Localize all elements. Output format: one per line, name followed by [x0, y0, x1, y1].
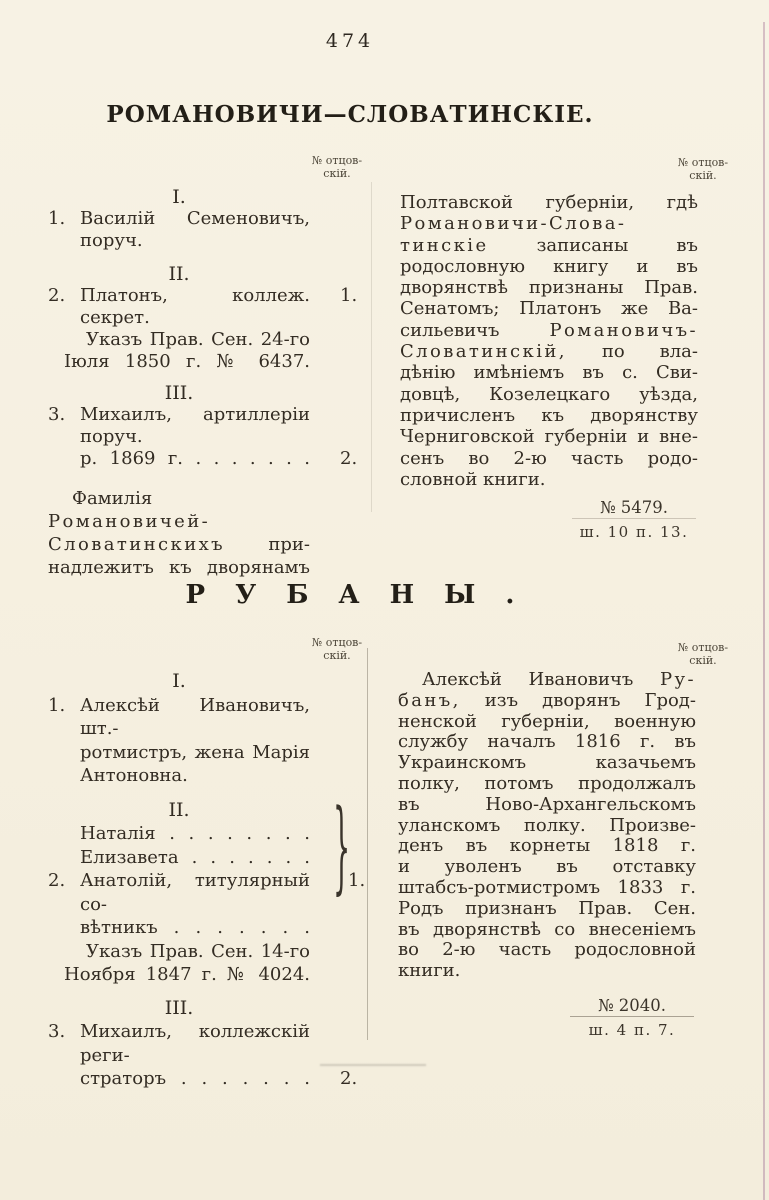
ref-col-header-line2: скій. [689, 169, 717, 182]
column-text-line: сенъ во 2-ю часть родо- [400, 447, 698, 469]
column-text-line: и уволенъ въ отставку [398, 856, 696, 878]
column-divider [367, 648, 368, 1040]
ref-col-header [303, 636, 371, 662]
note-text-spaced: Словатинскихъ [48, 534, 225, 555]
genealogy-left-column [48, 670, 366, 1091]
text-spaced: Словатинскій, [400, 341, 567, 363]
genealogy-right-column [400, 192, 698, 541]
note-text-spaced: Романовичей- [48, 511, 211, 532]
column-text-line [398, 691, 696, 712]
text-spaced: тинскіе [400, 234, 489, 256]
family-note-line [48, 487, 310, 533]
entry-number: 2. [48, 285, 66, 306]
entry-text: Василій Семеновичъ, поруч. [80, 208, 310, 251]
ref-col-header-line1: № отцов- [311, 154, 363, 167]
decree-line: Іюля 1850 г. № 6437. [64, 351, 310, 372]
entry-number: 1. [48, 208, 66, 229]
person-entry [48, 404, 310, 448]
genealogy-left-column [48, 186, 358, 579]
entry-text: страторъ . . . . . . . [80, 1068, 310, 1089]
column-text-line: Сенатомъ; Платонъ же Ва- [400, 298, 698, 320]
column-text-line: въ дворянствѣ со внесеніемъ [398, 918, 696, 940]
column-text-line: ненской губерніи, военную [398, 710, 696, 732]
father-ref-number: 1. [348, 870, 366, 891]
ref-col-header [303, 154, 371, 180]
note-text: Фамилія [72, 488, 153, 509]
family-note-line: надлежитъ къ дворянамъ [48, 557, 310, 578]
ref-col-header-line1: № отцов- [677, 156, 729, 169]
entry-number: 3. [48, 404, 66, 425]
grouping-brace: } [332, 790, 351, 908]
father-ref-number: 2. [340, 448, 358, 469]
text: по вла- [601, 341, 698, 363]
decree-line: Указъ Прав. Сен. 24-го [86, 329, 310, 350]
column-text-line: дѣнію имѣніемъ въ с. Сви- [400, 362, 698, 384]
shelf-mark: ш. 4 п. 7. [588, 1020, 676, 1039]
column-text-line: Украинскомъ казачьемъ [398, 752, 696, 774]
generation-heading: III. [164, 996, 194, 1019]
column-text-line [400, 341, 698, 362]
text-spaced: Ру- [660, 669, 696, 690]
column-text-line: дворянствѣ признаны Прав. [400, 277, 698, 299]
column-text-line: довцѣ, Козелецкаго уѣзда, [400, 383, 698, 405]
person-entry [48, 285, 358, 329]
decree-line: Ноября 1847 г. № 4024. [64, 964, 310, 985]
column-text-line: словной книги. [400, 468, 546, 490]
generation-heading: III. [164, 382, 194, 404]
column-text-line: службу началъ 1816 г. въ [398, 731, 696, 753]
person-entry [48, 694, 310, 741]
dotted-entry-line [80, 448, 358, 470]
entry-text: Анатолій, титулярный со- [80, 870, 310, 915]
entry-text: Алексѣй Ивановичъ, шт.- [80, 694, 310, 739]
family-note-line [48, 533, 310, 556]
column-text-line: во 2-ю часть родословной [398, 939, 696, 961]
section-title-romanovichi: РОМАНОВИЧИ—СЛОВАТИНСКІЕ. [106, 101, 594, 128]
column-text-line [398, 670, 696, 691]
dotted-entry-line: Наталія . . . . . . . . [80, 823, 310, 844]
note-text: при- [268, 534, 310, 555]
entry-number: 2. [48, 870, 66, 891]
page-number: 474 [325, 30, 375, 52]
dotted-entry-line [80, 1067, 358, 1091]
archive-reference [570, 996, 694, 1039]
entry-text: р. 1869 г. . . . . . . . [80, 448, 310, 469]
column-text-line: Романовичи-Слова- [400, 213, 627, 235]
entry-continuation-line: ротмистръ, жена Марія [80, 741, 310, 763]
person-entry [48, 869, 366, 916]
column-text-line: Черниговской губерніи и вне- [400, 426, 698, 448]
genealogy-right-column [398, 670, 696, 1039]
decree-line: Указъ Прав. Сен. 14-го [86, 940, 310, 962]
column-text-line: родословную книгу и въ [400, 255, 698, 277]
ref-col-header-line1: № отцов- [311, 636, 363, 649]
shelf-mark: ш. 10 п. 13. [579, 523, 689, 542]
scan-smudge [320, 1064, 426, 1066]
section-title-rubany: РУБАНЫ. [185, 580, 545, 610]
entry-text: Михаилъ, артиллеріи поруч. [80, 404, 310, 447]
page-edge-line [763, 22, 765, 1200]
generation-heading: II. [168, 263, 190, 285]
text: изъ дворянъ Грод- [484, 689, 696, 711]
entry-text: Михаилъ, коллежскій реги- [80, 1021, 310, 1066]
column-text-line: денъ въ корнеты 1818 г. [398, 835, 696, 857]
generation-heading: II. [168, 798, 190, 821]
column-text-line: книги. [398, 960, 461, 982]
ref-col-header-line2: скій. [689, 654, 717, 667]
column-text-line: причисленъ къ дворянству [400, 404, 698, 426]
generation-heading: I. [172, 186, 186, 208]
entry-number: 3. [48, 1021, 66, 1042]
archive-reference [572, 498, 696, 541]
column-text-line: Родъ признанъ Прав. Сен. [398, 897, 696, 919]
column-text-line [400, 320, 698, 341]
text: записаны въ [536, 234, 698, 256]
father-ref-number: 1. [340, 285, 358, 306]
dotted-entry-line: Елизавета . . . . . . . [80, 846, 310, 868]
column-divider [371, 182, 372, 512]
dotted-entry-line: вѣтникъ . . . . . . . [80, 917, 310, 938]
column-text-line: въ Ново-Архангельскомъ [398, 793, 696, 815]
column-text-line [400, 235, 698, 256]
person-entry [48, 208, 310, 252]
generation-heading: I. [172, 670, 186, 692]
ref-col-header-line2: скій. [323, 167, 351, 180]
text-spaced: Романовичъ- [549, 319, 698, 341]
ref-col-header [664, 156, 742, 182]
column-text-line: уланскомъ полку. Произве- [398, 814, 696, 836]
father-ref-number: 2. [340, 1068, 358, 1089]
entry-number: 1. [48, 694, 66, 716]
ref-col-header-line2: скій. [323, 649, 351, 662]
entry-text: Платонъ, коллеж. секрет. [80, 285, 310, 328]
ref-col-header-line1: № отцов- [677, 641, 729, 654]
column-text-line: полку, потомъ продолжалъ [398, 772, 696, 794]
case-number: № 5479. [572, 498, 696, 519]
text-spaced: банъ, [398, 689, 461, 711]
person-entry [48, 1020, 310, 1067]
column-text-line: штабсъ-ротмистромъ 1833 г. [398, 876, 696, 898]
text: сильевичъ [400, 319, 500, 341]
case-number: № 2040. [570, 996, 694, 1017]
column-text-line: Полтавской губерніи, гдѣ [400, 192, 698, 213]
text: Алексѣй Ивановичъ [422, 669, 634, 690]
entry-continuation-line: Антоновна. [80, 765, 188, 786]
ref-col-header [664, 641, 742, 667]
